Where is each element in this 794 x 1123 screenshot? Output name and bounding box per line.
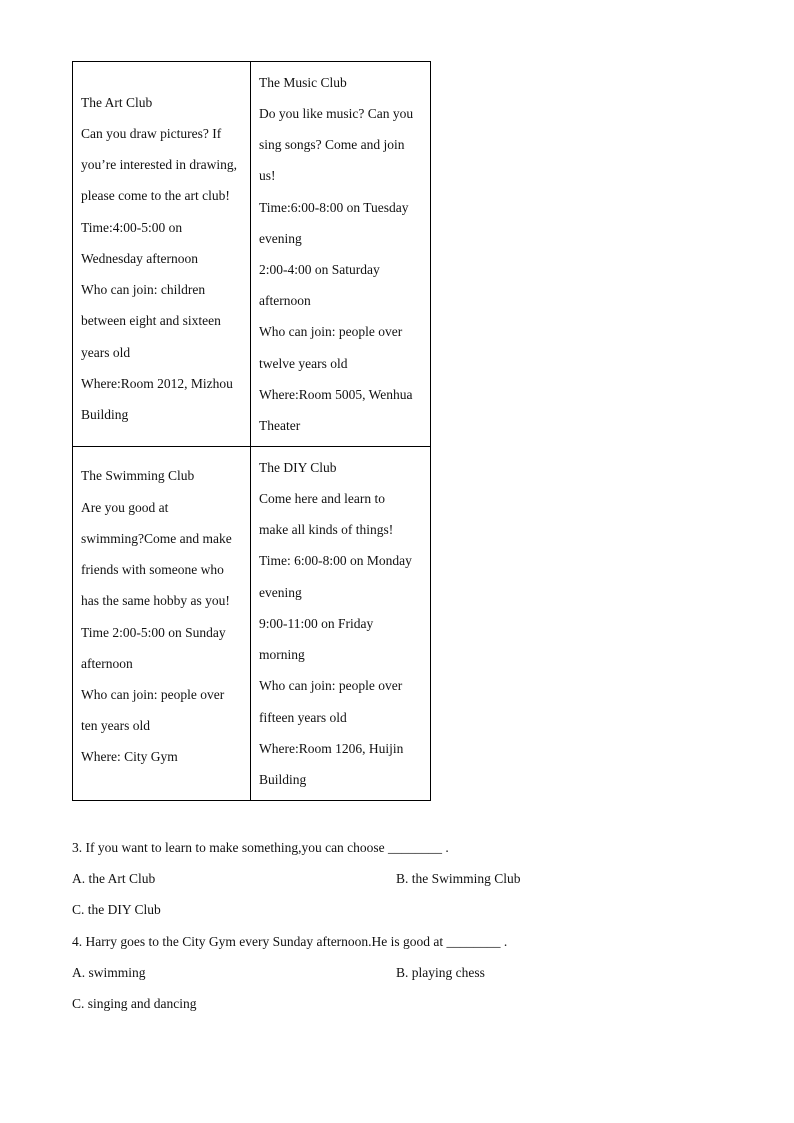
- question-4-option-a[interactable]: A. swimming: [72, 965, 146, 980]
- art-club-cell: [73, 62, 251, 447]
- music-club-line: us!: [259, 168, 276, 184]
- question-3: 3. If you want to learn to make something,you can choose ________ .: [72, 840, 449, 855]
- diy-club-time: 9:00-11:00 on Friday: [259, 615, 374, 631]
- question-3-option-b[interactable]: B. the Swimming Club: [396, 871, 521, 886]
- music-club-line: twelve years old: [259, 355, 348, 371]
- swimming-club-line: has the same hobby as you!: [81, 593, 230, 609]
- swimming-club-line: ten years old: [81, 718, 150, 734]
- swimming-club-time: Time 2:00-5:00 on Sunday: [81, 624, 226, 640]
- diy-club-line: morning: [259, 647, 305, 663]
- art-club-line: between eight and sixteen: [81, 313, 221, 329]
- question-4-option-c[interactable]: C. singing and dancing: [72, 996, 197, 1011]
- diy-club-line: fifteen years old: [259, 709, 347, 725]
- diy-club-where: Where:Room 1206, Huijin: [259, 740, 404, 756]
- swimming-club-who: Who can join: people over: [81, 686, 225, 702]
- music-club-line: evening: [259, 230, 302, 246]
- diy-club-cell: [251, 447, 431, 801]
- art-club-where: Where:Room 2012, Mizhou: [81, 375, 233, 391]
- music-club-title: The Music Club: [259, 74, 347, 90]
- swimming-club-line: Are you good at: [81, 499, 169, 515]
- art-club-title: The Art Club: [81, 94, 153, 110]
- swimming-club-where: Where: City Gym: [81, 749, 178, 765]
- music-club-line: Do you like music? Can you: [259, 105, 414, 121]
- art-club-who: Who can join: children: [81, 282, 206, 298]
- question-4-option-b[interactable]: B. playing chess: [396, 965, 485, 980]
- music-club-line: Theater: [259, 418, 301, 434]
- diy-club-line: evening: [259, 584, 302, 600]
- swimming-club-line: swimming?Come and make: [81, 530, 232, 546]
- diy-club-line: Building: [259, 771, 307, 787]
- question-3-option-c[interactable]: C. the DIY Club: [72, 902, 161, 917]
- swimming-club-title: The Swimming Club: [81, 468, 195, 484]
- music-club-line: afternoon: [259, 293, 311, 309]
- swimming-club-line: friends with someone who: [81, 562, 224, 578]
- clubs-table: [72, 61, 431, 801]
- diy-club-line: Come here and learn to: [259, 491, 385, 507]
- diy-club-title: The DIY Club: [259, 459, 337, 475]
- diy-club-who: Who can join: people over: [259, 678, 403, 694]
- music-club-line: sing songs? Come and join: [259, 137, 405, 153]
- art-club-line: you’re interested in drawing,: [81, 157, 237, 173]
- art-club-line: years old: [81, 344, 131, 360]
- music-club-who: Who can join: people over: [259, 324, 403, 340]
- art-club-line: Wednesday afternoon: [81, 250, 198, 266]
- art-club-line: Building: [81, 406, 129, 422]
- music-club-where: Where:Room 5005, Wenhua: [259, 386, 413, 402]
- art-club-time: Time:4:00-5:00 on: [81, 219, 183, 235]
- diy-club-line: make all kinds of things!: [259, 522, 394, 538]
- question-4: 4. Harry goes to the City Gym every Sunday afternoon.He is good at ________ .: [72, 934, 508, 949]
- swimming-club-cell: [73, 447, 251, 801]
- swimming-club-line: afternoon: [81, 655, 133, 671]
- music-club-time: Time:6:00-8:00 on Tuesday: [259, 199, 409, 215]
- art-club-line: Can you draw pictures? If: [81, 126, 222, 142]
- art-club-line: please come to the art club!: [81, 188, 230, 204]
- music-club-time: 2:00-4:00 on Saturday: [259, 262, 380, 277]
- diy-club-time: Time: 6:00-8:00 on Monday: [259, 553, 412, 569]
- music-club-cell: [251, 62, 431, 447]
- question-3-option-a[interactable]: A. the Art Club: [72, 871, 156, 886]
